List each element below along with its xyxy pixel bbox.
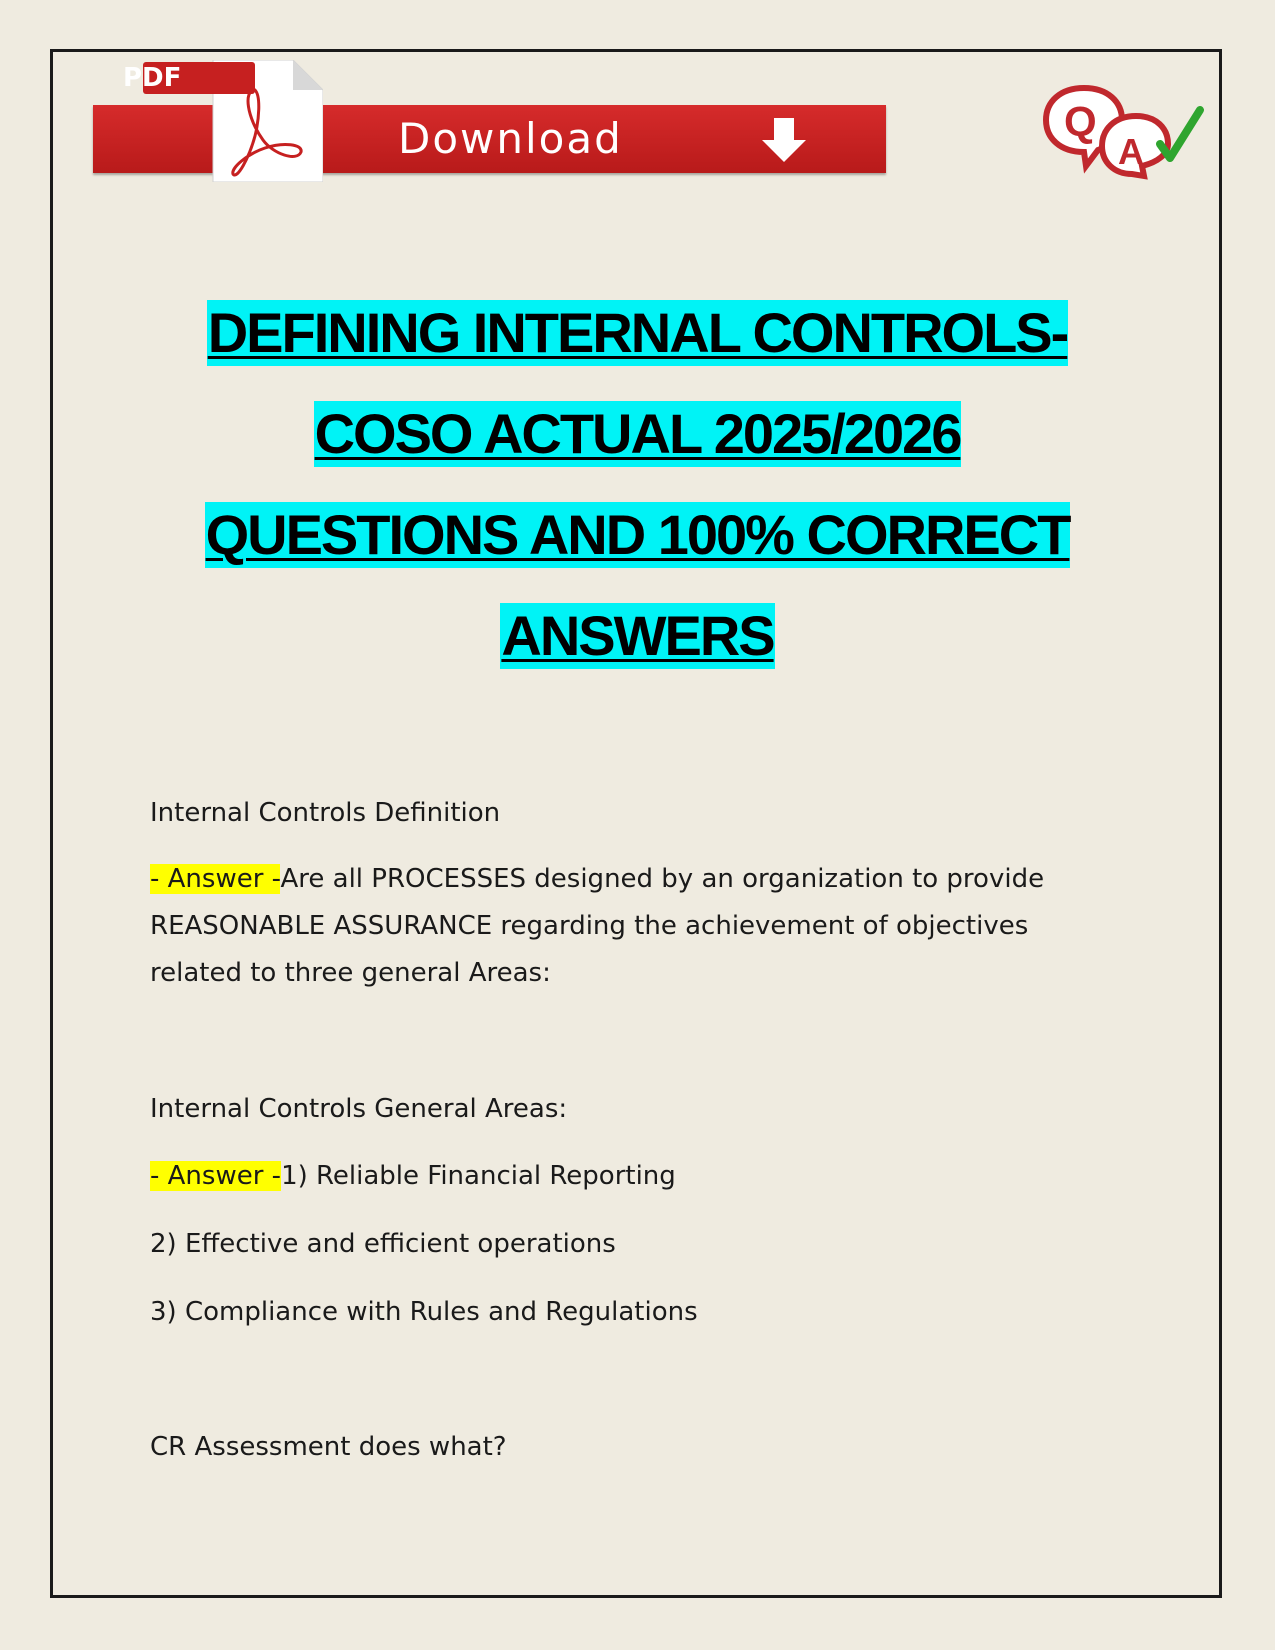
document-title <box>100 300 1175 704</box>
pdf-label: PDF <box>123 63 182 93</box>
question-2: Internal Controls General Areas: <box>150 1094 568 1124</box>
svg-text:Q: Q <box>1064 98 1097 145</box>
pdf-download-banner[interactable] <box>93 60 886 185</box>
title-line-3: QUESTIONS AND 100% CORRECT <box>205 503 1070 566</box>
answer-text: Are all PROCESSES designed by an organization to provide <box>280 864 1045 894</box>
answer-1-line-3: related to three general Areas: <box>150 958 551 988</box>
answer-text: 1) Reliable Financial Reporting <box>281 1161 676 1191</box>
answer-2-line-1 <box>150 1153 676 1200</box>
answer-2-line-3: 3) Compliance with Rules and Regulations <box>150 1297 698 1327</box>
title-line-2: COSO ACTUAL 2025/2026 <box>314 402 961 465</box>
question-3: CR Assessment does what? <box>150 1432 507 1462</box>
answer-1-line-1 <box>150 856 1044 903</box>
answer-label: - Answer - <box>150 864 281 894</box>
download-arrow-icon <box>756 112 812 168</box>
answer-label: - Answer - <box>150 1161 282 1191</box>
download-label[interactable]: Download <box>398 114 623 163</box>
answer-1-line-2: REASONABLE ASSURANCE regarding the achievement of objectives <box>150 911 1029 941</box>
question-1: Internal Controls Definition <box>150 798 501 828</box>
title-line-1: DEFINING INTERNAL CONTROLS- <box>207 301 1068 364</box>
title-line-4: ANSWERS <box>501 604 774 667</box>
answer-2-line-2: 2) Effective and efficient operations <box>150 1229 616 1259</box>
svg-text:A: A <box>1118 131 1144 172</box>
qa-check-icon <box>1040 80 1208 180</box>
